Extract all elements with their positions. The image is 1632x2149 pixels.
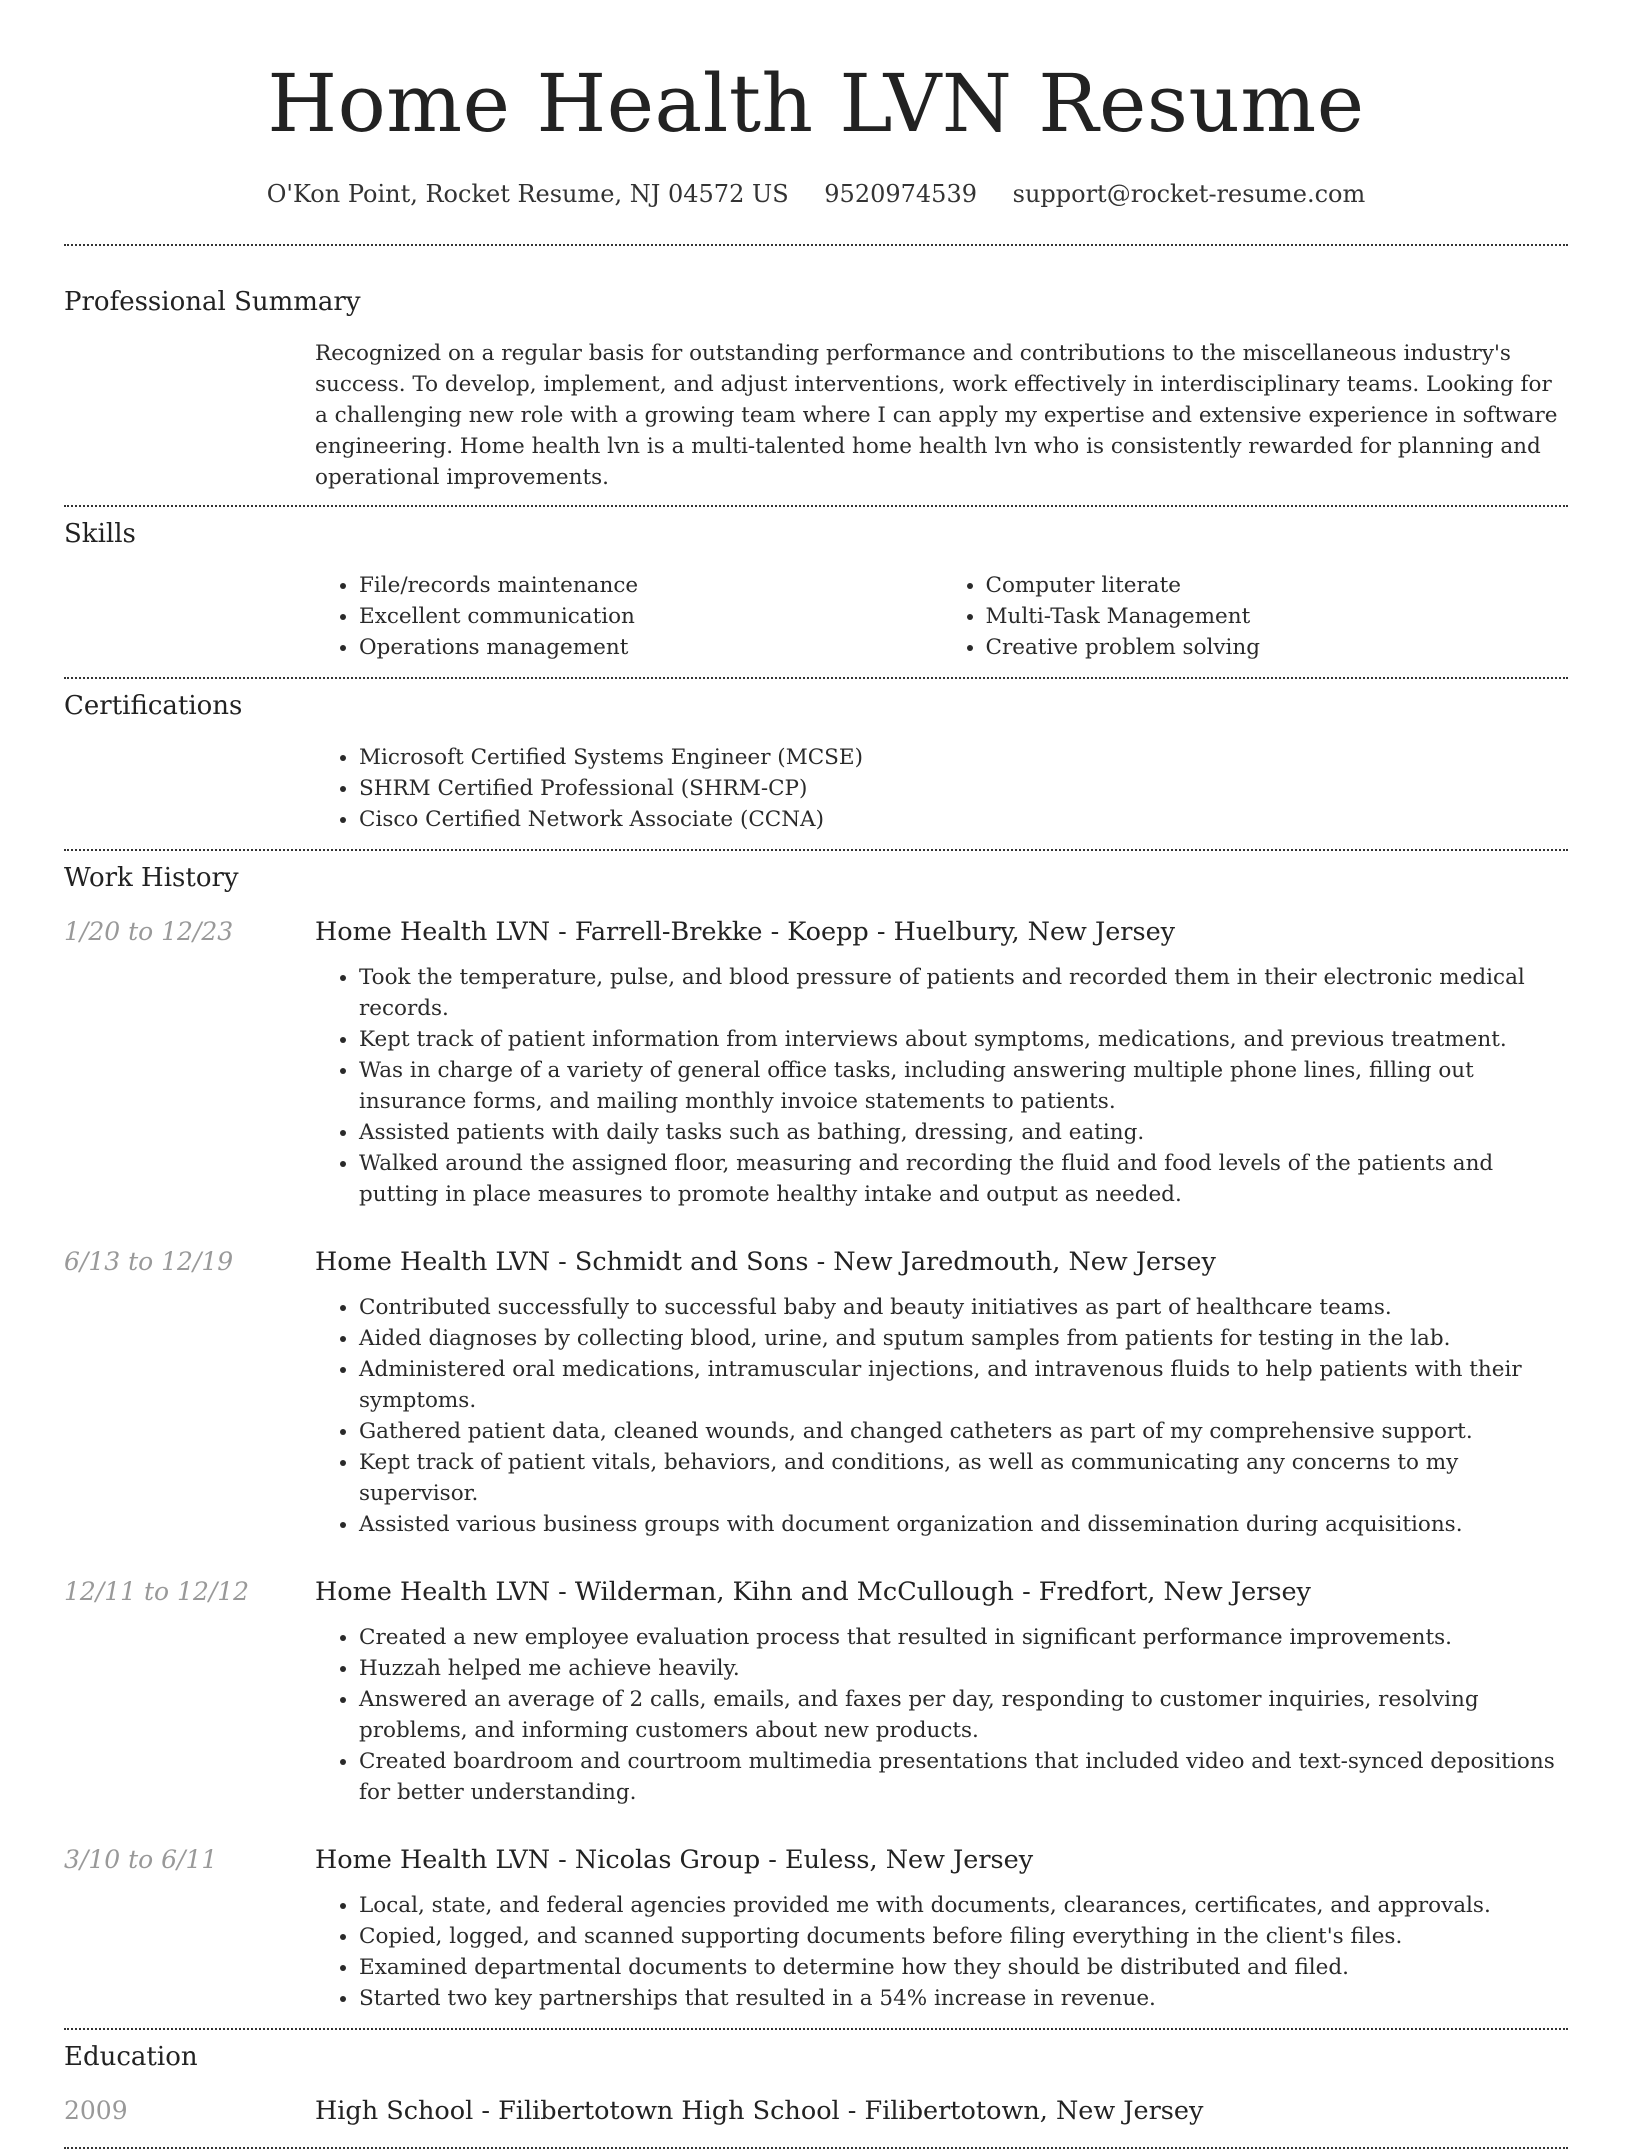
skill-item: • Excellent communication (359, 601, 942, 632)
resume-title: Home Health LVN Resume (267, 57, 1365, 150)
contact-address: O'Kon Point, Rocket Resume, NJ 04572 US (266, 180, 789, 208)
job-date: 1/20 to 12/23 (64, 917, 234, 946)
job-heading: Home Health LVN - Nicolas Group - Euless, New Jersey (315, 1845, 1034, 1875)
contact-line (64, 178, 1568, 210)
job-entry (64, 1244, 1568, 1540)
skills-column-right (942, 570, 1569, 663)
skill-item: • File/records maintenance (359, 570, 942, 601)
certification-item: • Microsoft Certified Systems Engineer (MCSE) (359, 742, 1568, 773)
job-bullet: • Local, state, and federal agencies provided me with documents, clearances, certificates, and approvals. (359, 1890, 1568, 1921)
summary-section (64, 246, 1568, 505)
skill-item: • Creative problem solving (986, 632, 1569, 663)
skills-column-left (315, 570, 942, 663)
skill-item: • Multi-Task Management (986, 601, 1569, 632)
job-bullet: • Kept track of patient information from interviews about symptoms, medications, and previous treatment. (359, 1024, 1568, 1055)
job-bullet: • Administered oral medications, intramuscular injections, and intravenous fluids to help patients with their symptoms. (359, 1354, 1568, 1416)
job-bullet: • Examined departmental documents to determine how they should be distributed and filed. (359, 1952, 1568, 1983)
summary-heading: Professional Summary (64, 287, 361, 317)
job-heading: Home Health LVN - Wilderman, Kihn and McCullough - Fredfort, New Jersey (315, 1577, 1311, 1607)
resume-page (64, 0, 1568, 2149)
job-heading: Home Health LVN - Schmidt and Sons - New Jaredmouth, New Jersey (315, 1247, 1216, 1277)
job-bullet: • Created boardroom and courtroom multimedia presentations that included video and text-synced depositions for better understanding. (359, 1746, 1568, 1808)
job-bullets (315, 1622, 1568, 1808)
job-bullet: • Kept track of patient vitals, behaviors, and conditions, as well as communicating any concerns to my supervisor. (359, 1447, 1568, 1509)
job-date: 12/11 to 12/12 (64, 1577, 250, 1606)
contact-email: support@rocket-resume.com (1012, 180, 1366, 208)
job-bullet: • Huzzah helped me achieve heavily. (359, 1653, 1568, 1684)
job-entry (64, 914, 1568, 1210)
skill-item: • Operations management (359, 632, 942, 663)
certifications-heading: Certifications (64, 691, 243, 721)
work-history-section (64, 851, 1568, 2028)
job-bullets (315, 962, 1568, 1210)
job-bullet: • Assisted various business groups with document organization and dissemination during acquisitions. (359, 1509, 1568, 1540)
job-heading: Home Health LVN - Farrell-Brekke - Koepp - Huelbury, New Jersey (315, 917, 1176, 947)
job-bullet: • Walked around the assigned floor, measuring and recording the fluid and food levels of the patients and putting in place measures to promote healthy intake and output as needed. (359, 1148, 1568, 1210)
education-heading: Education (64, 2042, 198, 2072)
job-bullet: • Was in charge of a variety of general office tasks, including answering multiple phone lines, filling out insurance forms, and mailing monthly invoice statements to patients. (359, 1055, 1568, 1117)
education-date: 2009 (64, 2096, 128, 2125)
job-bullet: • Contributed successfully to successful baby and beauty initiatives as part of healthcare teams. (359, 1292, 1568, 1323)
contact-phone: 9520974539 (824, 180, 977, 208)
job-entry (64, 1842, 1568, 2014)
job-bullets (315, 1890, 1568, 2014)
certifications-list (315, 742, 1568, 849)
job-date: 6/13 to 12/19 (64, 1247, 234, 1276)
education-section (64, 2030, 1568, 2147)
certification-item: • Cisco Certified Network Associate (CCNA) (359, 804, 1568, 835)
job-bullet: • Aided diagnoses by collecting blood, urine, and sputum samples from patients for testing in the lab. (359, 1323, 1568, 1354)
job-bullet: • Answered an average of 2 calls, emails, and faxes per day, responding to customer inquiries, resolving problems, and informing customers about new products. (359, 1684, 1568, 1746)
job-bullets (315, 1292, 1568, 1540)
jobs-list (64, 914, 1568, 2028)
work-history-heading: Work History (64, 863, 239, 893)
skills-list (315, 570, 1568, 677)
job-bullet: • Started two key partnerships that resulted in a 54% increase in revenue. (359, 1983, 1568, 2014)
job-bullet: • Created a new employee evaluation process that resulted in significant performance improvements. (359, 1622, 1568, 1653)
job-bullet: • Gathered patient data, cleaned wounds, and changed catheters as part of my comprehensive support. (359, 1416, 1568, 1447)
skills-heading: Skills (64, 519, 136, 549)
summary-text: Recognized on a regular basis for outstanding performance and contributions to the miscellaneous industry's success. To develop, implement, and adjust interventions, work effectively in interdisciplinary teams. Looking for a challenging new role with a growing team where I can apply my expertise and extensive experience in software engineering. Home health lvn is a multi-talented home health lvn who is consistently rewarded for planning and operational improvements. (315, 341, 1558, 490)
job-bullet: • Took the temperature, pulse, and blood pressure of patients and recorded them in their electronic medical records. (359, 962, 1568, 1024)
job-bullet: • Assisted patients with daily tasks such as bathing, dressing, and eating. (359, 1117, 1568, 1148)
skill-item: • Computer literate (986, 570, 1569, 601)
skills-section (64, 507, 1568, 677)
job-bullet: • Copied, logged, and scanned supporting documents before filing everything in the client's files. (359, 1921, 1568, 1952)
certification-item: • SHRM Certified Professional (SHRM-CP) (359, 773, 1568, 804)
education-heading-text: High School - Filibertotown High School - Filibertotown, New Jersey (315, 2096, 1204, 2126)
job-entry (64, 1574, 1568, 1808)
job-date: 3/10 to 6/11 (64, 1845, 218, 1874)
certifications-section (64, 679, 1568, 849)
education-entry (64, 2093, 1568, 2147)
